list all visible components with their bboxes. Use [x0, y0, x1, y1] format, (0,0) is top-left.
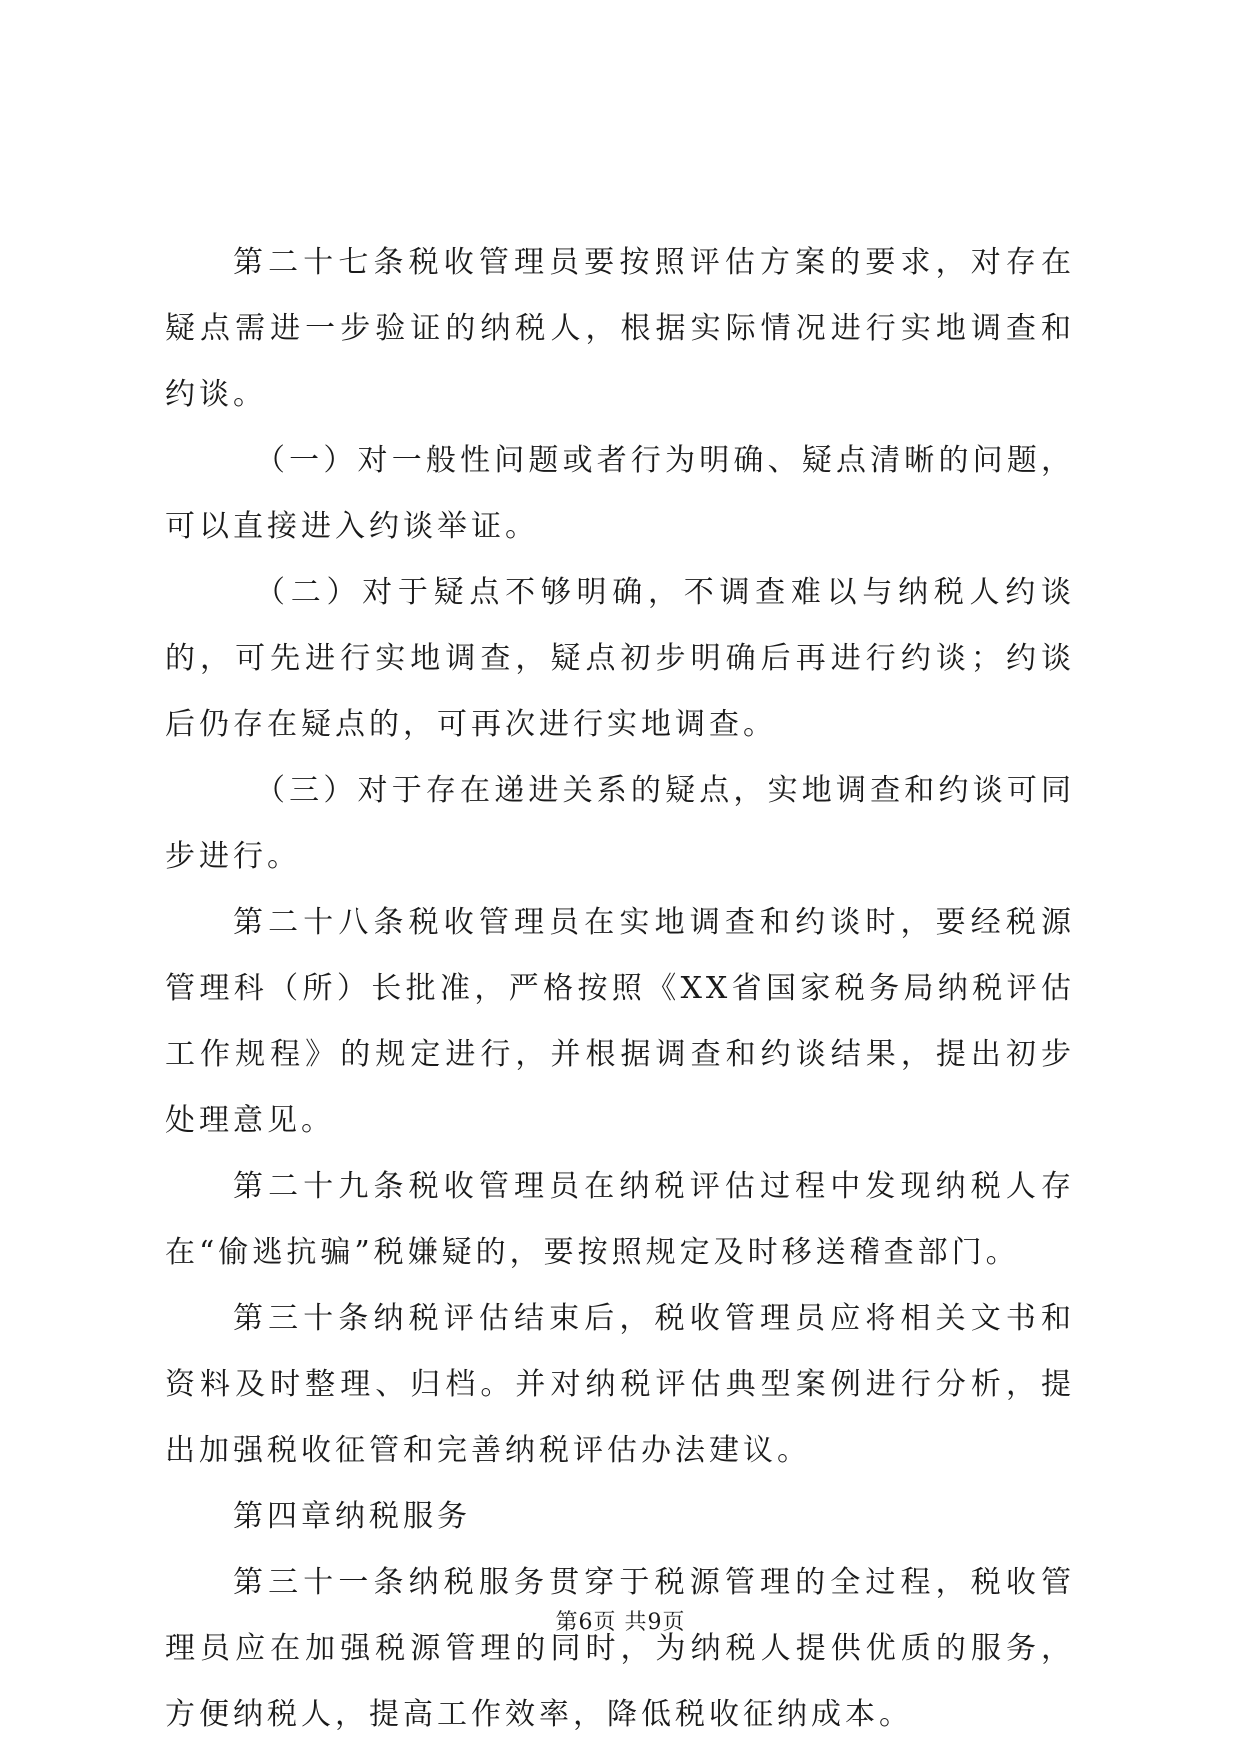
document-body: [165, 230, 1075, 1748]
chapter-heading: 第四章纳税服务: [233, 1499, 471, 1534]
paragraph-article-28: 第二十八条税收管理员在实地调查和约谈时，要经税源管理科（所）长批准，严格按照《XX省国家税务局纳税评估工作规程》的规定进行，并根据调查和约谈结果，提出初步处理意见。: [165, 905, 1075, 1138]
page-number-footer: 第6页 共9页: [555, 1610, 686, 1635]
paragraph-article-29: 第二十九条税收管理员在纳税评估过程中发现纳税人存在“偷逃抗骗”税嫌疑的，要按照规定及时移送稽查部门。: [165, 1169, 1075, 1270]
paragraph-article-27: 第二十七条税收管理员要按照评估方案的要求，对存在疑点需进一步验证的纳税人，根据实际情况进行实地调查和约谈。: [165, 245, 1075, 412]
paragraph-article-30: 第三十条纳税评估结束后，税收管理员应将相关文书和资料及时整理、归档。并对纳税评估典型案例进行分析，提出加强税收征管和完善纳税评估办法建议。: [165, 1301, 1075, 1468]
paragraph-item-3: （三）对于存在递进关系的疑点，实地调查和约谈可同步进行。: [165, 773, 1075, 874]
paragraph-item-1: （一）对一般性问题或者行为明确、疑点清晰的问题，可以直接进入约谈举证。: [165, 443, 1075, 544]
paragraph-article-31: 第三十一条纳税服务贯穿于税源管理的全过程，税收管理员应在加强税源管理的同时，为纳税人提供优质的服务，方便纳税人，提高工作效率，降低税收征纳成本。: [165, 1565, 1075, 1732]
paragraph-item-2: （二）对于疑点不够明确，不调查难以与纳税人约谈的，可先进行实地调查，疑点初步明确后再进行约谈；约谈后仍存在疑点的，可再次进行实地调查。: [165, 575, 1075, 742]
